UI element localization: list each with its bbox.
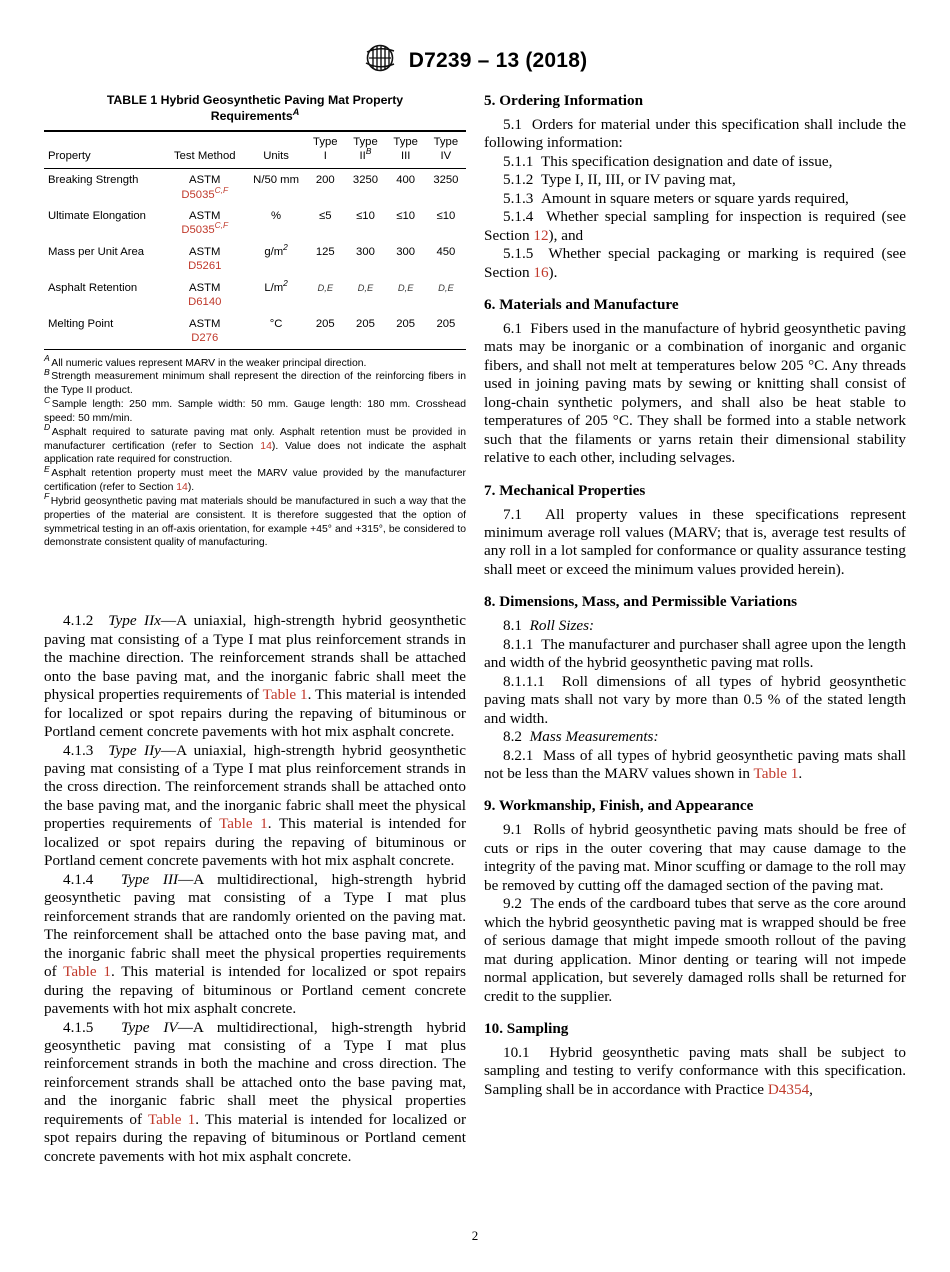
table-title-text: TABLE 1 Hybrid Geosynthetic Paving Mat Property Requirements xyxy=(106,93,404,124)
paragraph-5-1-5: 5.1.5 Whether special packaging or marking is required (see Section 16). xyxy=(484,245,906,281)
cell-test-method: ASTM D6140 xyxy=(163,277,247,313)
page-number: 2 xyxy=(471,1228,479,1243)
cell-property: Melting Point xyxy=(48,317,114,330)
cell-type-4: 450 xyxy=(436,245,456,258)
column-header-property-label: Property xyxy=(48,149,91,162)
cell-type-4: ≤10 xyxy=(436,210,456,222)
table-head xyxy=(44,131,466,168)
paragraph-5-1-2: 5.1.2 Type I, II, III, or IV paving mat, xyxy=(503,171,736,189)
paragraph-term: Type IIy xyxy=(108,741,161,759)
column-header-test-method xyxy=(163,131,247,168)
cell-type-3: 205 xyxy=(396,317,416,330)
section-heading-9: 9. Workmanship, Finish, and Appearance xyxy=(484,797,754,815)
test-method-link[interactable]: D6140 xyxy=(188,296,222,309)
cell-units: N/50 mm xyxy=(253,174,299,187)
table-1-link[interactable]: Table 1 xyxy=(262,686,308,704)
table-body xyxy=(44,169,466,350)
property-requirements-table xyxy=(44,130,466,349)
paragraph-term: Type III xyxy=(120,870,179,888)
column-header-type-1: Type I xyxy=(313,136,338,162)
page-header xyxy=(0,44,950,77)
paragraph-8-2: 8.2 Mass Measurements: xyxy=(503,728,659,746)
footnote-e-section-link[interactable]: 14 xyxy=(176,482,188,494)
table-header-row xyxy=(44,131,466,168)
column-header-type-2: Type $II^B$ xyxy=(353,136,378,162)
footnote-d: $^D$ Asphalt required to saturate paving mat only. Asphalt retention must be provided in manufacturer certification (refer to Section 14). Value does not indicate the asphalt application rate required for construction. xyxy=(44,422,466,466)
section-12-link[interactable]: 12 xyxy=(533,226,549,244)
cell-type-3: 300 xyxy=(396,245,416,258)
cell-type-4: D,E xyxy=(438,281,454,293)
type-2-footnote-marker: B xyxy=(365,146,372,156)
cell-type-2: 3250 xyxy=(352,174,379,187)
table-1-link[interactable]: Table 1 xyxy=(63,963,111,981)
paragraph-9-1: 9.1 Rolls of hybrid geosynthetic paving mats should be free of cuts or rips in the outer covering that may cause damage to the integrity of the paving mat. Minor scuffing or damage to the roll may be removed by cutting off the damaged section of the paving mat. xyxy=(484,821,906,894)
practice-d4354-link[interactable]: D4354 xyxy=(767,1080,810,1098)
paragraph-5-1-3: 5.1.3 Amount in square meters or square yards required, xyxy=(503,189,849,207)
table-row xyxy=(44,169,466,205)
table-row xyxy=(44,277,466,313)
cell-type-2: D,E xyxy=(357,281,374,293)
column-header-test-method-label: Test Method xyxy=(173,149,236,162)
cell-units: % xyxy=(271,210,282,222)
footnote-b: $^B$ Strength measurement minimum shall represent the direction of the reinforcing fibers in the Type II product. xyxy=(44,366,466,397)
cell-property: Breaking Strength xyxy=(48,174,139,187)
cell-test-method: ASTM D5261 xyxy=(163,241,247,277)
paragraph-term: Type IIx xyxy=(108,612,161,630)
paragraph-8-1-1-1: 8.1.1.1 Roll dimensions of all types of hybrid geosynthetic paving mats shall not vary by more than 0.5 % of the stated length and width. xyxy=(484,672,906,727)
astm-logo xyxy=(363,44,397,77)
cell-type-1: 200 xyxy=(315,174,335,187)
paragraph-7-1: 7.1 All property values in these specifications represent minimum average roll values (MARV; that is, average test results of any roll in a lot sampled for conformance or quality assurance testing shall meet or exceed the minimum values provided herein). xyxy=(484,505,906,578)
test-method-link[interactable]: D5261 xyxy=(188,260,222,273)
paragraph-number: 4.1.3 xyxy=(63,741,94,759)
footnote-e: $^E$ Asphalt retention property must meet the MARV value provided by the manufacturer certification (refer to Section 14). xyxy=(44,463,466,494)
paragraph-4-1-3: 4.1.3 Type IIy—A uniaxial, high-strength hybrid geosynthetic paving mat consisting of a Type I mat plus reinforcement strands in the cross direction. The reinforcement strands shall be attached onto the base paving mat, and the inorganic fabric shall meet the physical properties requirements of Table 1. This material is intended for localized or spot repairs during the repaving of bituminous or Portland cement concrete pavements with hot mix asphalt concrete. xyxy=(44,741,466,870)
cell-type-3: D,E xyxy=(397,281,414,293)
footnote-c: $^C$ Sample length: 250 mm. Sample width: 50 mm. Gauge length: 180 mm. Crosshead speed: 50 mm/min. xyxy=(44,394,466,424)
cell-type-2: ≤10 xyxy=(356,210,375,222)
table-row xyxy=(44,313,466,349)
table-title xyxy=(44,92,466,124)
cell-type-4: 205 xyxy=(436,317,456,330)
column-header-type-3: Type III xyxy=(393,136,418,162)
cell-type-3: 400 xyxy=(396,174,416,187)
column-spacer xyxy=(44,550,466,612)
standard-designation: D7239 – 13 (2018) xyxy=(408,48,588,72)
section-heading-10: 10. Sampling xyxy=(484,1019,569,1037)
column-header-units-label: Units xyxy=(263,149,289,162)
paragraph-5-1-4: 5.1.4 Whether special sampling for inspection is required (see Section 12), and xyxy=(484,208,907,244)
cell-type-1: 205 xyxy=(315,317,335,330)
test-method-link[interactable]: D276 xyxy=(191,332,219,345)
paragraph-9-2: 9.2 The ends of the cardboard tubes that serve as the core around which the hybrid geosynthetic paving mat is wrapped should be free of serious damage that might impede smooth rollout of the paving mat during application. Minor denting or tearing will not impede normal application, but severely damaged rolls shall be returned for credit to the supplier. xyxy=(484,895,907,1005)
cell-type-3: ≤10 xyxy=(396,210,416,222)
paragraph-number: 4.1.4 xyxy=(63,870,94,888)
table-row xyxy=(44,241,466,277)
test-method-link[interactable]: $D5035^{C,F}$ xyxy=(181,184,229,201)
cell-test-method: ASTM D276 xyxy=(163,313,247,349)
cell-property: Mass per Unit Area xyxy=(48,245,145,258)
cell-type-4: 3250 xyxy=(433,174,459,187)
cell-units: $L/m^2$ xyxy=(264,278,288,294)
cell-property: Asphalt Retention xyxy=(48,281,138,294)
cell-type-1: ≤5 xyxy=(319,210,332,222)
section-16-link[interactable]: 16 xyxy=(533,263,549,281)
table-row xyxy=(44,205,466,241)
cell-property: Ultimate Elongation xyxy=(48,210,146,222)
paragraph-8-1: 8.1 Roll Sizes: xyxy=(503,617,595,635)
cell-test-method: ASTM $D5035^{C,F}$ xyxy=(163,169,247,205)
paragraph-8-2-1: 8.2.1 Mass of all types of hybrid geosynthetic paving mats shall not be less than the MARV values shown in Table 1. xyxy=(484,746,906,782)
footnote-d-section-link[interactable]: 14 xyxy=(260,440,272,452)
cell-test-method: ASTM $D5035^{C,F}$ xyxy=(163,205,247,241)
column-header-type-4: Type IV xyxy=(433,136,459,162)
section-heading-8: 8. Dimensions, Mass, and Permissible Variations xyxy=(484,593,798,611)
footnote-f: $^F$ Hybrid geosynthetic paving mat materials should be manufactured in such a way that the properties of the material are consistent. It is therefore suggested that the option of symmetrical testing in an off-axis orientation, for example +45° and +315°, be considered to demonstrate consistent quality of manufacturing. xyxy=(44,491,466,549)
right-column xyxy=(484,92,906,1099)
paragraph-4-1-2: 4.1.2 Type IIx—A uniaxial, high-strength hybrid geosynthetic paving mat consisting of a Type I mat plus reinforcement strands in the machine direction. The reinforcement strands shall be attached onto the base paving mat, and the inorganic fabric shall meet the physical properties requirements of Table 1. This material is intended for localized or spot repairs during the repaving of bituminous or Portland cement concrete pavements with hot mix asphalt concrete. xyxy=(44,612,466,741)
cell-type-2: 300 xyxy=(356,245,375,258)
table-1-link[interactable]: Table 1 xyxy=(753,764,799,782)
column-header-units xyxy=(247,131,305,168)
paragraph-5-1-1: 5.1.1 This specification designation and date of issue, xyxy=(503,152,833,170)
section-heading-6: 6. Materials and Manufacture xyxy=(484,296,679,314)
paragraph-4-1-5: 4.1.5 Type IV—A multidirectional, high-strength hybrid geosynthetic paving mat consisting of a Type I mat plus reinforcement strands in both the machine and cross direction. The reinforcement strands shall be attached onto the base paving mat, and the inorganic fabric shall meet the physical properties requirements of Table 1. This material is intended for localized or spot repairs during the repaving of bituminous or Portland cement concrete pavements with hot mix asphalt concrete. xyxy=(44,1018,467,1165)
column-header-property xyxy=(44,131,163,168)
table-footnotes xyxy=(44,353,466,551)
cell-units: $g/m^2$ xyxy=(264,242,288,258)
section-heading-7: 7. Mechanical Properties xyxy=(484,481,646,499)
footnote-a: $^A$ All numeric values represent MARV in the weaker principal direction. xyxy=(44,353,367,369)
paragraph-number: 4.1.2 xyxy=(63,612,94,630)
test-method-link[interactable]: $D5035^{C,F}$ xyxy=(181,220,229,237)
paragraph-10-1: 10.1 Hybrid geosynthetic paving mats shall be subject to sampling and testing to verify conformance with this specification. Sampling shall be in accordance with Practice D4354, xyxy=(484,1043,906,1098)
paragraph-6-1: 6.1 Fibers used in the manufacture of hybrid geosynthetic paving mats may be inorganic or a combination of inorganic and organic fibers, and shall not melt at temperatures below 205 °C. Any threads used in joining paving mats by sewing or knitting shall consist of long-chain synthetic polymers, and shall also be heat stable to temperatures of 205 °C. They shall be formed into a stable network such that the filaments or yarns retain their dimensional stability relative to each other, including selvages. xyxy=(484,319,907,467)
cell-units: °C xyxy=(269,317,283,330)
paragraph-term: Type IV xyxy=(121,1018,178,1036)
section-heading-5: 5. Ordering Information xyxy=(484,92,644,109)
paragraph-number: 4.1.5 xyxy=(63,1018,94,1036)
table-title-footnote-marker: A xyxy=(292,107,300,118)
paragraph-8-1-1: 8.1.1 The manufacturer and purchaser shall agree upon the length and width of the hybrid geosynthetic paving mat rolls. xyxy=(484,635,906,672)
table-1-link[interactable]: Table 1 xyxy=(219,815,268,833)
paragraph-4-1-4: 4.1.4 Type III—A multidirectional, high-strength hybrid geosynthetic paving mat consisting of a Type I mat plus reinforcement strands that are randomly oriented on the paving mat. The reinforcement shall be attached onto the base paving mat, and the inorganic fabric shall meet the physical properties requirements of Table 1. This material is intended for localized or spot repairs during the repaving of bituminous or Portland cement concrete pavements with hot mix asphalt concrete. xyxy=(44,870,466,1018)
cell-type-1: D,E xyxy=(317,281,334,293)
paragraph-5-1: 5.1 Orders for material under this specification shall include the following information: xyxy=(484,115,906,152)
cell-type-1: 125 xyxy=(315,245,335,258)
cell-type-2: 205 xyxy=(356,317,375,330)
table-1-link[interactable]: Table 1 xyxy=(147,1110,196,1128)
left-column xyxy=(44,92,466,1166)
